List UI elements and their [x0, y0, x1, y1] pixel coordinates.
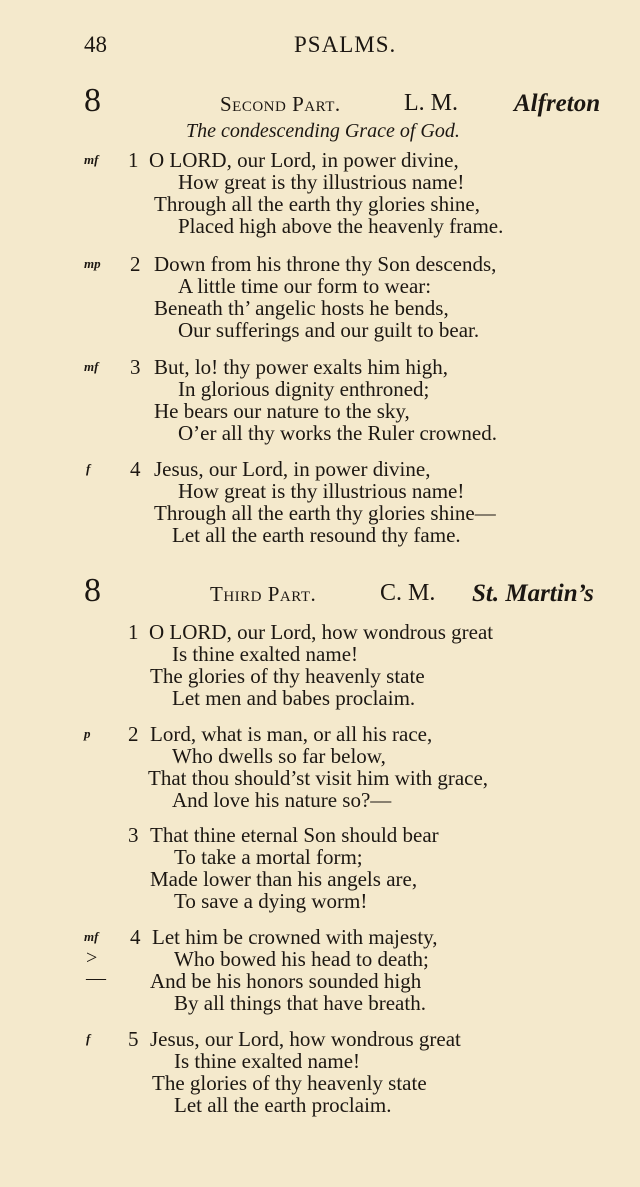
hymn-number: 8	[84, 572, 101, 609]
verse-line: The glories of thy heavenly state	[152, 1071, 427, 1095]
running-title: PSALMS.	[294, 32, 397, 57]
hymn-header	[84, 572, 616, 612]
verse-line: O LORD, our Lord, in power divine,	[149, 148, 459, 172]
dynamic-mark: mf	[84, 152, 99, 167]
stanza-number: 2	[128, 722, 139, 746]
hymn-tune: St. Martin’s	[472, 580, 594, 607]
verse-line: But, lo! thy power exalts him high,	[154, 355, 448, 379]
stanza-number: 1	[128, 620, 139, 644]
hymn-header	[84, 82, 616, 122]
verse-line: Through all the earth thy glories shine—	[154, 501, 496, 525]
hymn-tune: Alfreton	[514, 90, 601, 117]
verse-line: O’er all thy works the Ruler crowned.	[178, 421, 497, 445]
verse-line: The glories of thy heavenly state	[150, 664, 425, 688]
hymn-number: 8	[84, 82, 101, 119]
verse-line: Who dwells so far below,	[172, 744, 386, 768]
verse-line: Beneath th’ angelic hosts he bends,	[154, 296, 449, 320]
dynamic-mark: f	[86, 461, 91, 476]
verse-line: By all things that have breath.	[174, 991, 426, 1015]
stanza-number: 3	[128, 823, 139, 847]
verse-line: How great is thy illustrious name!	[178, 479, 465, 503]
verse-line: He bears our nature to the sky,	[154, 399, 410, 423]
verse-line: Lord, what is man, or all his race,	[150, 722, 433, 746]
dynamic-mark: mf	[84, 359, 99, 374]
stanza-number: 4	[130, 925, 141, 949]
stanza-number: 2	[130, 252, 141, 276]
hymn-meter: C. M.	[380, 580, 436, 606]
accent-mark: >	[86, 947, 98, 969]
hymn-part: Second Part.	[220, 92, 341, 116]
hymn-meter: L. M.	[404, 90, 458, 116]
verse-line: That thou should’st visit him with grace,	[148, 766, 489, 790]
hymn-part: Third Part.	[210, 582, 317, 606]
verse-line: Is thine exalted name!	[172, 642, 359, 666]
stanza-number: 3	[130, 355, 141, 379]
dynamic-mark: f	[86, 1031, 91, 1046]
verse-line: That thine eternal Son should bear	[150, 823, 439, 847]
dash-mark: —	[86, 967, 106, 989]
verse-line: A little time our form to wear:	[178, 274, 432, 298]
verse-line: Is thine exalted name!	[174, 1049, 361, 1073]
verse-line: Our sufferings and our guilt to bear.	[178, 318, 480, 342]
verse-line: Let all the earth resound thy fame.	[172, 523, 461, 547]
dynamic-mark: mp	[84, 256, 101, 271]
verse-line: In glorious dignity enthroned;	[178, 377, 430, 401]
verse-line: Who bowed his head to death;	[174, 947, 429, 971]
verse-line: Placed high above the heavenly frame.	[178, 214, 504, 238]
verse-line: O LORD, our Lord, how wondrous great	[149, 620, 494, 644]
dynamic-mark: p	[84, 726, 91, 741]
stanza-number: 4	[130, 457, 141, 481]
stanza-number: 5	[128, 1027, 139, 1051]
verse-line: And be his honors sounded high	[150, 969, 422, 993]
verse-line: Let all the earth proclaim.	[174, 1093, 392, 1117]
verse-line: And love his nature so?—	[172, 788, 392, 812]
verse-line: Let him be crowned with majesty,	[152, 925, 438, 949]
running-head	[84, 32, 600, 62]
dynamic-mark: mf	[84, 929, 99, 944]
verse-line: Jesus, our Lord, in power divine,	[154, 457, 431, 481]
verse-line: Jesus, our Lord, how wondrous great	[150, 1027, 461, 1051]
hymn-subtitle: The condescending Grace of God.	[186, 120, 460, 142]
verse-line: Through all the earth thy glories shine,	[154, 192, 481, 216]
verse-line: Let men and babes proclaim.	[172, 686, 416, 710]
stanza-number: 1	[128, 148, 139, 172]
verse-line: How great is thy illustrious name!	[178, 170, 465, 194]
verse-line: Down from his throne thy Son descends,	[154, 252, 497, 276]
verse-line: Made lower than his angels are,	[150, 867, 418, 891]
verse-line: To take a mortal form;	[174, 845, 363, 869]
verse-line: To save a dying worm!	[174, 889, 368, 913]
page-number: 48	[84, 32, 107, 57]
